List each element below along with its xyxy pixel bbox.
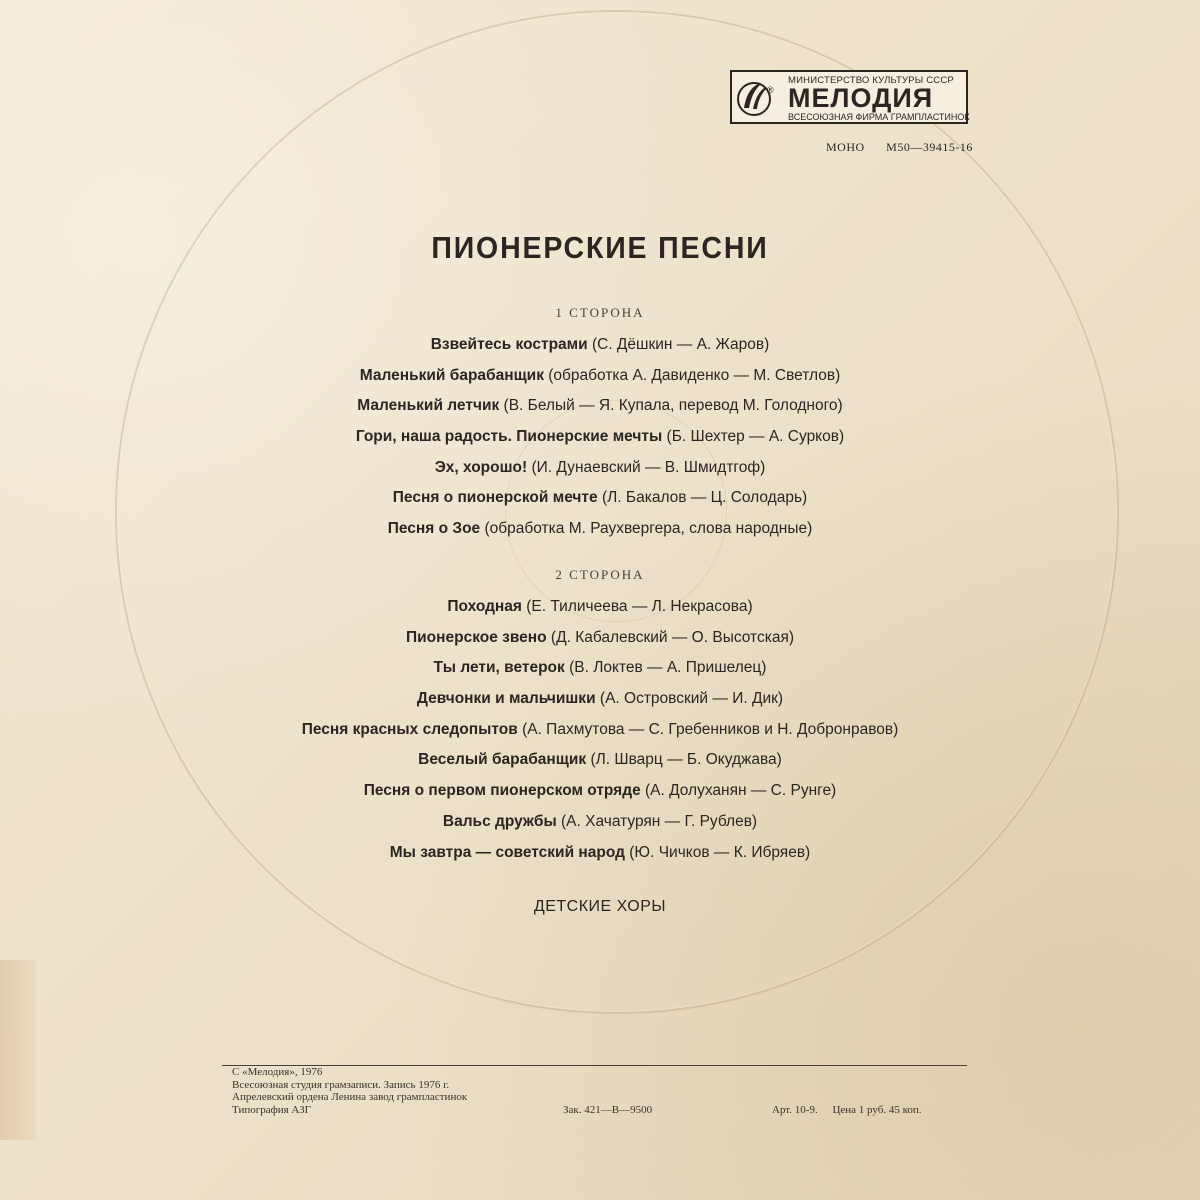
track-title: Мы завтра — советский народ (389, 843, 625, 861)
track-title: Песня о первом пионерском отряде (363, 782, 641, 800)
catalog-info (826, 140, 991, 155)
track-item (0, 361, 1200, 392)
track-item (0, 838, 1200, 869)
side-1-label: 1 СТОРОНА (555, 305, 645, 320)
track-title: Девчонки и мальчишки (416, 690, 596, 708)
imprint-block (232, 1066, 467, 1116)
performers: ДЕТСКИЕ ХОРЫ (533, 898, 667, 915)
track-credits: (В. Локтев — А. Пришелец) (564, 659, 767, 677)
track-item (0, 330, 1200, 361)
track-title: Песня красных следопытов (301, 720, 518, 738)
side-1-tracklist (0, 330, 1200, 545)
svg-text:®: ® (767, 85, 774, 95)
track-item (0, 391, 1200, 422)
track-credits: (А. Пахмутова — С. Гребенников и Н. Добронравов) (517, 720, 899, 738)
catalog-number: М50—39415-16 (886, 140, 973, 154)
price-text: Цена 1 руб. 45 коп. (832, 1104, 922, 1116)
logo-ministry-text: МИНИСТЕРСТВО КУЛЬТУРЫ СССР (788, 75, 954, 86)
track-item (0, 745, 1200, 776)
track-item (0, 807, 1200, 838)
print-line: Типография АЗГ (232, 1103, 311, 1116)
paper-stain (0, 960, 36, 1140)
track-item (0, 483, 1200, 514)
track-item (0, 592, 1200, 623)
track-title: Песня о Зое (387, 520, 481, 538)
track-title: Ты лети, ветерок (433, 659, 565, 677)
side-2-tracklist (0, 592, 1200, 868)
sound-format: МОНО (826, 140, 865, 154)
track-credits: (Л. Шварц — Б. Окуджава) (586, 751, 782, 769)
track-title: Походная (447, 598, 522, 615)
track-title: Гори, наша радость. Пионерские мечты (355, 428, 663, 446)
track-title: Веселый барабанщик (418, 751, 587, 769)
track-title: Песня о пионерской мечте (392, 489, 598, 507)
track-title: Взвейтесь кострами (430, 336, 588, 353)
track-item (0, 422, 1200, 453)
copyright-line: С «Мелодия», 1976 (232, 1066, 323, 1078)
track-title: Маленький барабанщик (359, 366, 544, 384)
track-item (0, 653, 1200, 684)
track-credits: (Д. Кабалевский — О. Высотская) (546, 628, 795, 646)
track-credits: (С. Дёшкин — А. Жаров) (587, 336, 770, 353)
track-item (0, 684, 1200, 715)
track-credits: (обработка А. Давиденко — М. Светлов) (543, 366, 841, 384)
track-item (0, 715, 1200, 746)
track-credits: (А. Хачатурян — Г. Рублев) (556, 812, 758, 830)
track-title: Эх, хорошо! (434, 458, 528, 476)
melodiya-logo-icon (736, 78, 778, 118)
side-2-label: 2 СТОРОНА (555, 567, 645, 582)
track-credits: (Е. Тиличеева — Л. Некрасова) (521, 598, 753, 615)
article-number: Арт. 10-9. (772, 1104, 818, 1116)
track-title: Вальс дружбы (442, 812, 557, 830)
track-item (0, 453, 1200, 484)
track-credits: (Л. Бакалов — Ц. Солодарь) (597, 489, 808, 507)
logo-firm-text: ВСЕСОЮЗНАЯ ФИРМА ГРАМПЛАСТИНОК (788, 112, 970, 122)
melodiya-logo (730, 70, 968, 124)
track-item (0, 514, 1200, 545)
track-credits: (Ю. Чичков — К. Ибряев) (624, 843, 811, 861)
track-credits: (Б. Шехтер — А. Сурков) (662, 428, 845, 446)
track-credits: (А. Долуханян — С. Рунге) (640, 782, 837, 800)
track-credits: (обработка М. Раухвергера, слова народные) (480, 520, 813, 538)
track-item (0, 623, 1200, 654)
order-number: Зак. 421—В—9500 (563, 1104, 653, 1116)
studio-line: Всесоюзная студия грамзаписи. Запись 1976 г. (232, 1078, 450, 1091)
track-credits: (И. Дунаевский — В. Шмидтгоф) (527, 458, 766, 476)
album-title: ПИОНЕРСКИЕ ПЕСНИ (431, 230, 769, 265)
price-info (772, 1104, 934, 1116)
track-title: Пионерское звено (405, 628, 547, 646)
track-credits: (А. Островский — И. Дик) (595, 690, 784, 708)
plant-line: Апрелевский ордена Ленина завод грампластинок (232, 1091, 468, 1103)
logo-brand-name: МЕЛОДИЯ (788, 83, 934, 113)
track-title: Маленький летчик (357, 397, 500, 415)
track-item (0, 776, 1200, 807)
track-credits: (В. Белый — Я. Купала, перевод М. Голодного) (499, 397, 843, 415)
